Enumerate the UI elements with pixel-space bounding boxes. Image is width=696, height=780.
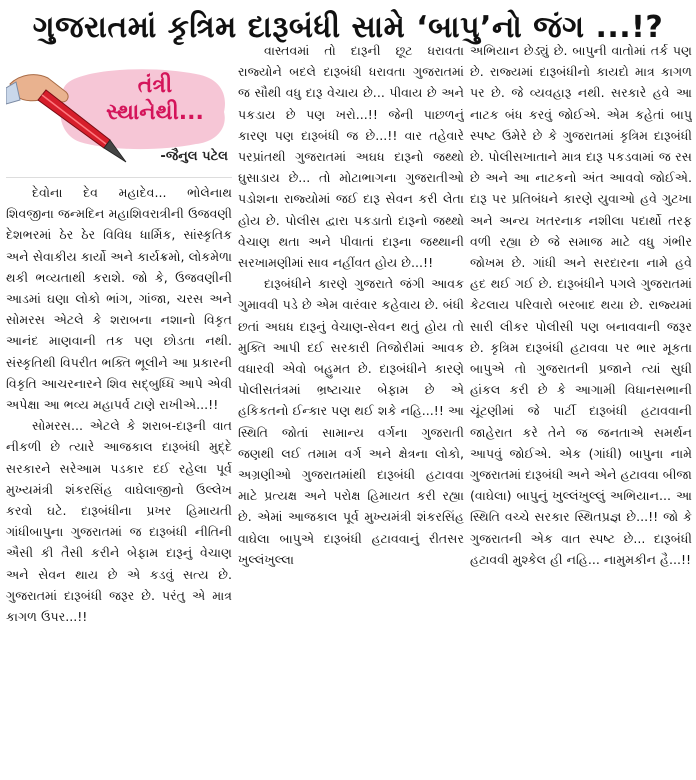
paragraph: સોમરસ... એટલે કે શરાબ-દારૂની વાત નીકળી છે ત્યારે આજકાલ દારૂબંધી મુદ્દે સરકારને સરેઆમ પડકાર દઈ રહેલા પૂર્વ મુખ્યમંત્રી શંકરસિંહ વાઘેલાજીનો ઉલ્લેખ કરવો ઘટે. દારૂબંધીના પ્રખર હિમાયતી ગાંધીબાપુના ગુજરાતમાં જ દારૂબંધી નીતિની ઐસી કી તૈસી કરીને બેફામ દારૂનું વેચાણ અને સેવન થાય છે એ કડવું સત્ય છે. ગુજરાતમાં દારૂબંધી જરૂર છે. પરંતુ એ માત્ર કાગળ ઉપર...!! bbox=[6, 418, 232, 625]
paragraph: વાસ્તવમાં તો દારૂની છૂટ ધરાવતા રાજ્યોને બદલે દારૂબંધી ધરાવતા ગુજરાતમાં જ સૌથી વધુ દારૂ વેચાય છે... પીવાય છે અને પકડાય છે પણ ખરો...!! જેની પાછળનું કારણ પણ દારૂબંધી જ છે...!! વાર તહેવારે પરપ્રાંતથી ગુજરાતમાં અઘધ દારૂનો જથ્થો ઘુસાડાય છે... તો મોટાભાગના ગુજરાતીઓ પડોશના રાજ્યોમાં જઈ દારૂ સેવન કરી લેતા હોય છે. પોલીસ દ્વારા પકડાતો દારૂનો જથ્થો વેચાણ થતા અને પીવાતાં દારૂના જથ્થાની સરખામણીમાં સાવ નહીંવત હોય છે...!! bbox=[238, 43, 464, 271]
author-byline: -જૈનુલ પટેલ bbox=[160, 149, 228, 164]
paragraph: દેવોના દેવ મહાદેવ... ભોલેનાથ શિવજીના જન્મદિન મહાશિવરાત્રીની ઉજવણી દેશભરમાં ઠેર ઠેર વિવિધ ધાર્મિક, સાંસ્કૃતિક અને સેવાકીય કાર્યો અને કાર્યક્રમો, લોકમેળા થકી ભવ્યતાથી કરાશે. જો કે, ઉજવણીની આડમાં ઘણા લોકો ભાંગ, ગાંજા, ચરસ અને સોમરસ એટલે કે શરાબના નશાનો વિકૃત આનંદ માણવાની તક પણ છોડતા નથી. સંસ્કૃતિથી વિપરીત ભક્તિ ભૂલીને આ પ્રકારની વિકૃતિ આચરનારને શિવ સદ્બુધ્ધિ આપે એવી અપેક્ષા આ ભવ્ય મહાપર્વ ટાણે રાખીએ...!! bbox=[6, 185, 232, 413]
editorial-masthead bbox=[6, 62, 232, 178]
masthead-title-line2: સ્થાનેથી... bbox=[106, 100, 204, 125]
column-3 bbox=[470, 40, 692, 776]
column-1 bbox=[6, 62, 232, 776]
paragraph: અભિયાન છેડ્યું છે. બાપુની વાતોમાં તર્ક પણ છે. રાજ્યમાં દારૂબંધીનો કાયદો માત્ર કાગળ પર છે. જે વ્યવહારૂ નથી. સરકારે હવે આ નાટક બંધ કરવું જોઈએ. એમ કહેતાં બાપુ સ્પષ્ટ ઉમેરે છે કે ગુજરાતમાં કૃત્રિમ દારૂબંધી છે. પોલીસખાતાને માત્ર દારૂ પકડવામાં જ રસ છે અને આ નાટકનો અંત આવવો જોઈએ. દારૂ પર પ્રતિબંધને કારણે યુવાઓ હવે ગુટખા અને અન્ય ખતરનાક નશીલા પદાર્થો તરફ વળી રહ્યા છે જે સમાજ માટે વધુ ગંભીર જોખમ છે. ગાંધી અને સરદારના નામે હવે હદ થઈ ગઈ છે. દારૂબંધીને પગલે ગુજરાતમાં કેટલાય પરિવારો બરબાદ થયા છે. રાજ્યમાં સારી લીકર પોલીસી પણ બનાવવાની જરૂર છે. કૃત્રિમ દારૂબંધી હટાવવા પર ભાર મૂકતા બાપુએ તો ગુજરાતની પ્રજાને ત્યાં સુધી હાંકલ કરી છે કે આગામી વિધાનસભાની ચૂંટણીમાં જે પાર્ટી દારૂબંધી હટાવવાની જાહેરાત કરે તેને જ જનતાએ સમર્થન આપવું જોઈએ. એક (ગાંધી) બાપુના નામે ગુજરાતમાં દારૂબંધી અને એને હટાવવા બીજા (વાઘેલા) બાપુનું ખુલ્લંખુલ્લું અભિયાન... આ સ્થિતિ વચ્ચે સરકાર સ્થિતપ્રજ્ઞ છે...!! જો કે ગુજરાતની એક વાત સ્પષ્ટ છે... દારૂબંધી હટાવવી મુશ્કેલ હી નહિ... નામુમકીન હૈ...!! bbox=[470, 43, 692, 567]
masthead-title-line1: તંત્રી bbox=[137, 73, 173, 98]
paragraph: દારૂબંધીને કારણે ગુજરાતે જંગી આવક ગુમાવવી પડે છે એમ વારંવાર કહેવાય છે. બંધી છતાં અઘધ દારૂનું વેચાણ-સેવન થતું હોય તો મુક્તિ આપી દઈ સરકારી તિજોરીમાં આવક વધારવી એવો બહુમત છે. દારૂબંધીને કારણે પોલીસતંત્રમાં ભ્રષ્ટાચાર બેફામ છે એ હકિકતનો ઈન્કાર પણ થઈ શકે નહિ...!! આ સ્થિતિ જોતાં સામાન્ય વર્ગના ગુજરાતી જણથી લઈ તમામ વર્ગ અને ક્ષેત્રના લોકો, અગ્રણીઓ ગુજરાતમાંથી દારૂબંધી હટાવવા માટે પ્રત્યક્ષ અને પરોક્ષ હિમાયત કરી રહ્યા છે. એમાં આજકાલ પૂર્વ મુખ્યમંત્રી શંકરસિંહ વાઘેલા બાપુએ દારૂબંધી હટાવવાનું રીતસર ખુલ્લંખુલ્લા bbox=[238, 276, 464, 567]
headline: ગુજરાતમાં કૃત્રિમ દારૂબંધી સામે ‘બાપુ’નો જંગ ...!? bbox=[32, 10, 664, 45]
column-2 bbox=[238, 40, 464, 776]
masthead-title bbox=[80, 72, 230, 126]
